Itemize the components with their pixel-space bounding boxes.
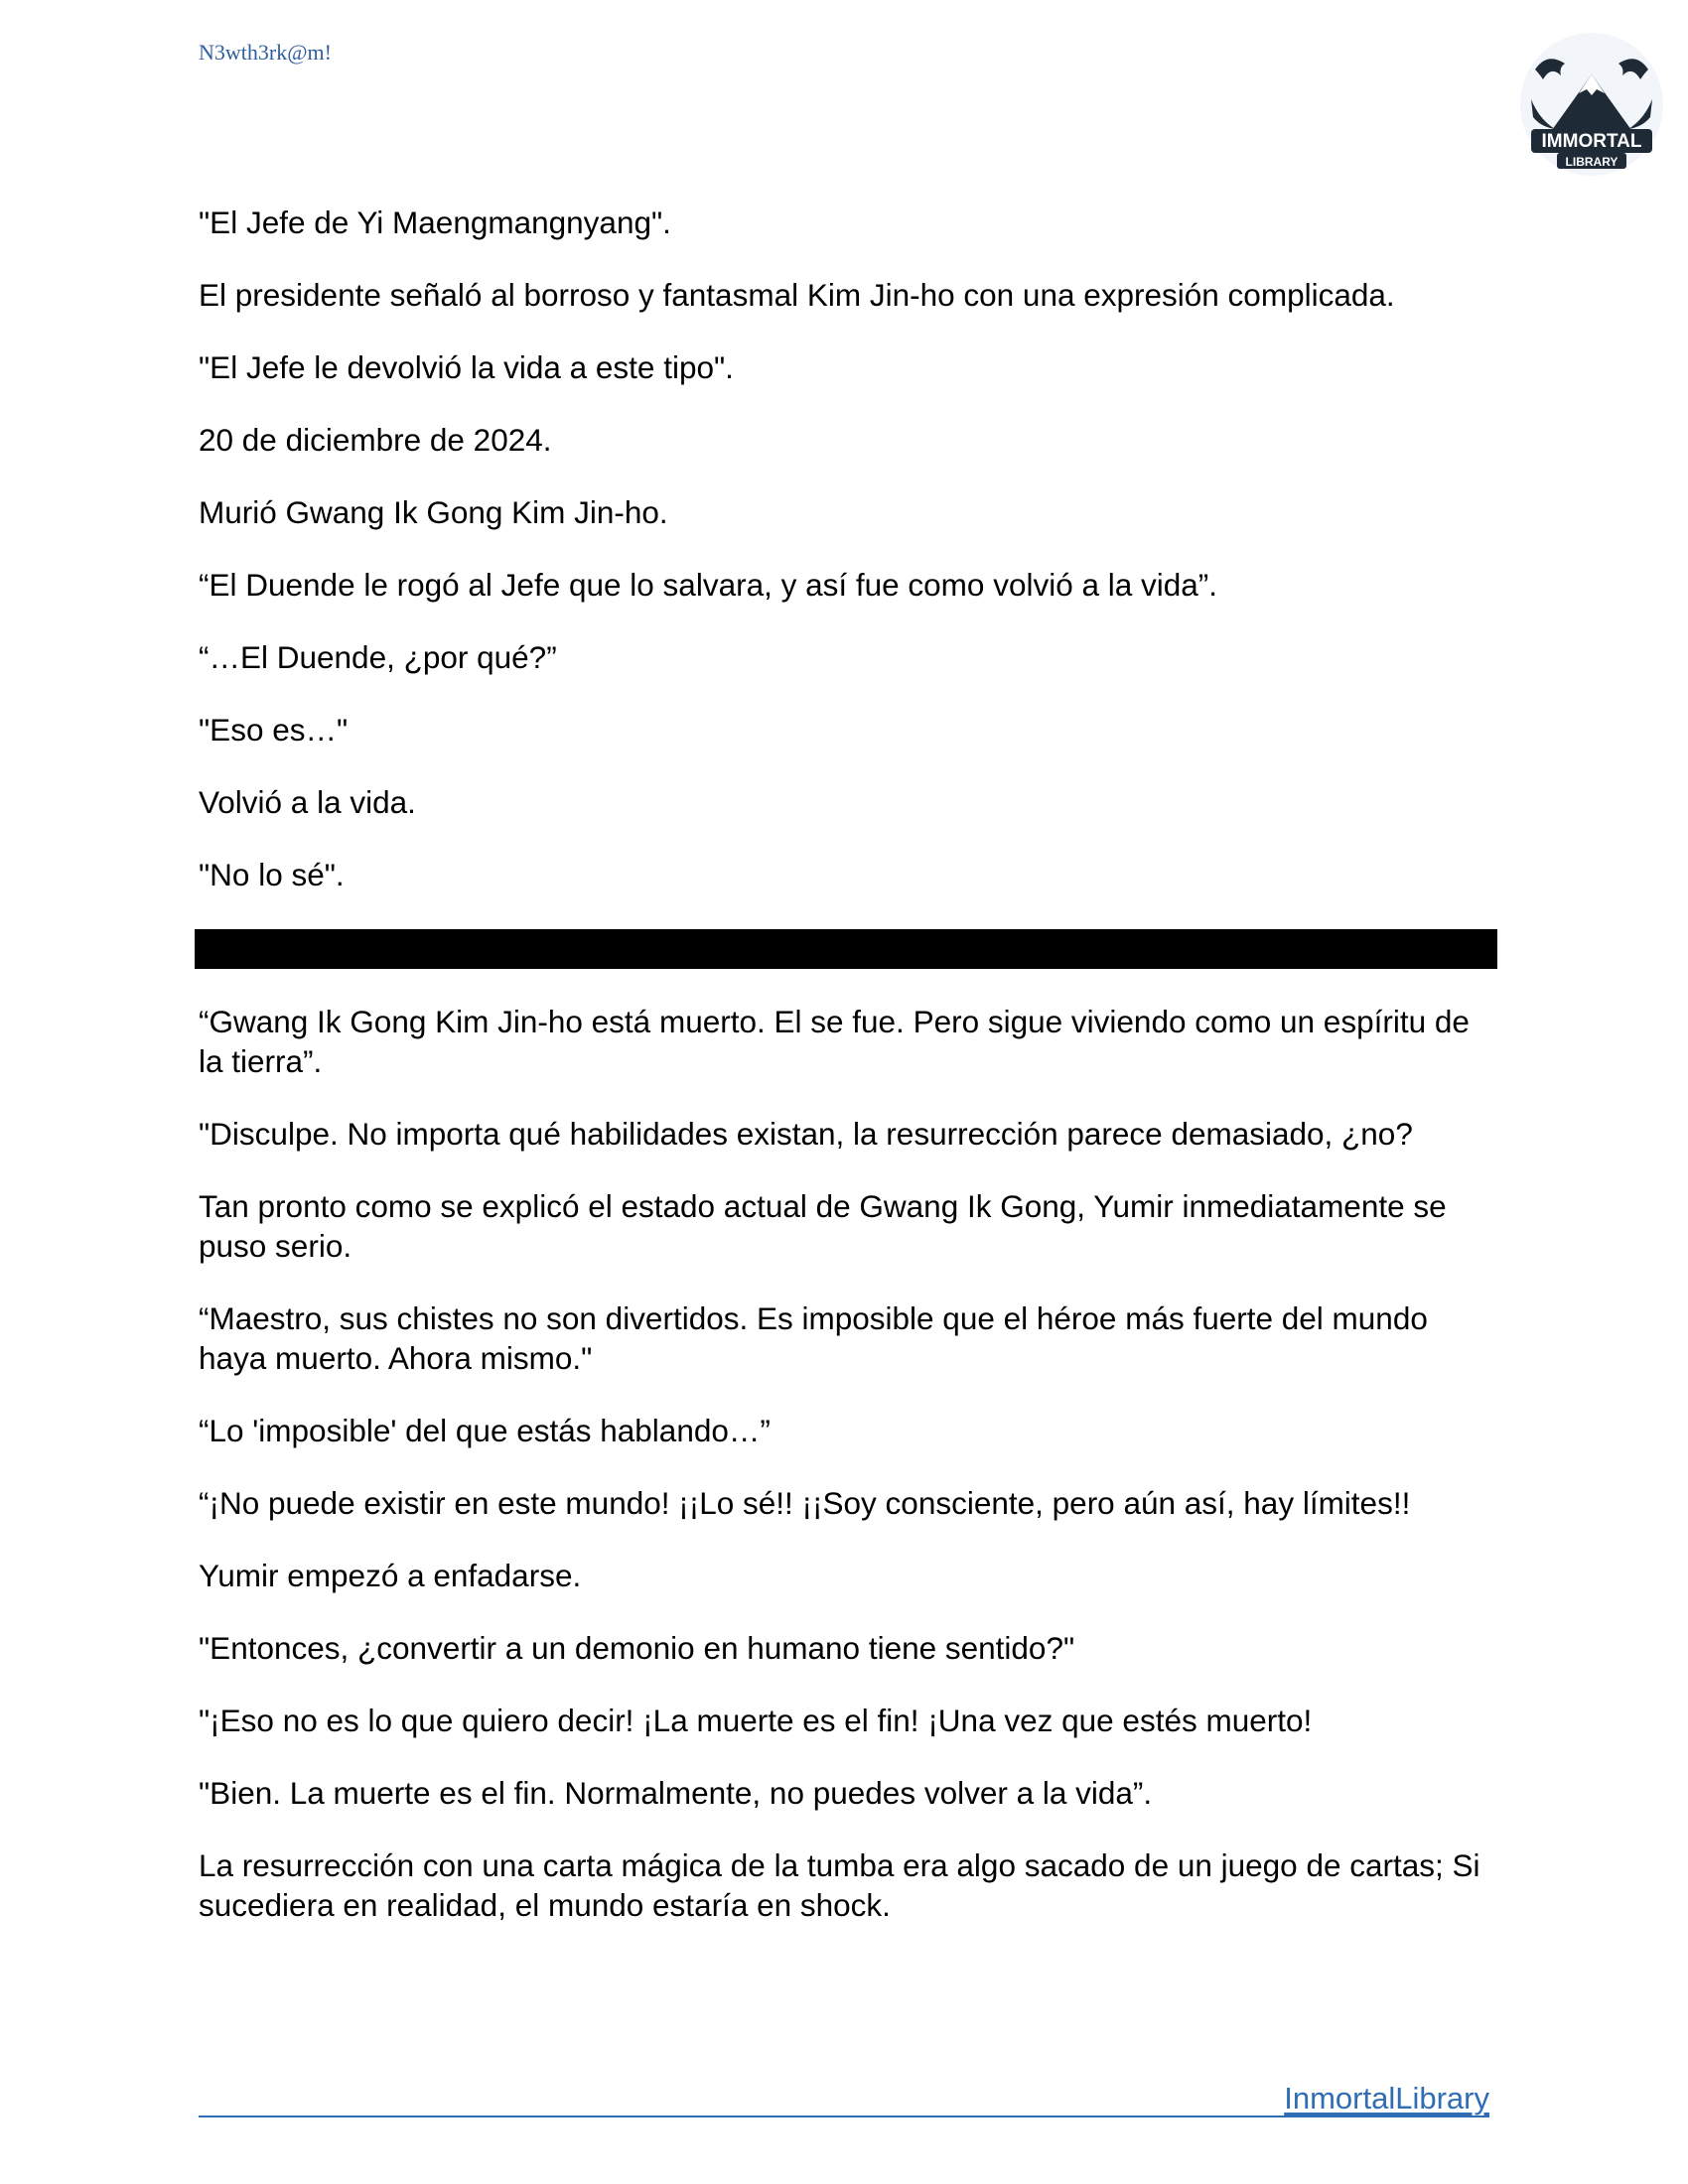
section-divider [195,929,1497,969]
paragraph: Murió Gwang Ik Gong Kim Jin-ho. [199,494,668,530]
paragraph: La resurrección con una carta mágica de la tumba era algo sacado de un juego de cartas; Si sucediera en realidad, el mundo estaría en shock. [199,1847,1480,1923]
paragraph: Volvió a la vida. [199,784,416,820]
paragraph: "No lo sé". [199,857,345,892]
paragraph: "Entonces, ¿convertir a un demonio en humano tiene sentido?" [199,1630,1075,1666]
paragraph: Yumir empezó a enfadarse. [199,1558,582,1593]
paragraph: El presidente señaló al borroso y fantasmal Kim Jin-ho con una expresión complicada. [199,277,1395,313]
paragraph: 20 de diciembre de 2024. [199,422,552,458]
logo-text-immortal: IMMORTAL [1541,131,1642,152]
paragraph: "Disculpe. No importa qué habilidades existan, la resurrección parece demasiado, ¿no? [199,1116,1413,1152]
paragraph: “Gwang Ik Gong Kim Jin-ho está muerto. El se fue. Pero sigue viviendo como un espíritu de la tierra”. [199,1004,1470,1079]
paragraph: Tan pronto como se explicó el estado actual de Gwang Ik Gong, Yumir inmediatamente se puso serio. [199,1188,1447,1264]
footer-link-inmortal-library[interactable]: InmortalLibrary [1284,2081,1489,2116]
immortal-library-logo-icon [1517,30,1666,179]
paragraph: “Maestro, sus chistes no son divertidos. Es imposible que el héroe más fuerte del mundo haya muerto. Ahora mismo." [199,1300,1428,1376]
paragraph: "¡Eso no es lo que quiero decir! ¡La muerte es el fin! ¡Una vez que estés muerto! [199,1703,1313,1738]
paragraph: “Lo 'imposible' del que estás hablando…” [199,1413,771,1448]
paragraph: “¡No puede existir en este mundo! ¡¡Lo sé!! ¡¡Soy consciente, pero aún así, hay límites!! [199,1485,1411,1521]
paragraph: “…El Duende, ¿por qué?” [199,639,557,675]
header-watermark-text: N3wth3rk@m! [199,40,332,65]
paragraph: “El Duende le rogó al Jefe que lo salvara, y así fue como volvió a la vida”. [199,567,1218,603]
paragraph: "Eso es…" [199,712,349,748]
paragraph: "Bien. La muerte es el fin. Normalmente, no puedes volver a la vida”. [199,1775,1153,1811]
paragraph: "El Jefe de Yi Maengmangnyang". [199,205,671,240]
logo-text-library: LIBRARY [1565,155,1618,169]
paragraph: "El Jefe le devolvió la vida a este tipo". [199,349,734,385]
